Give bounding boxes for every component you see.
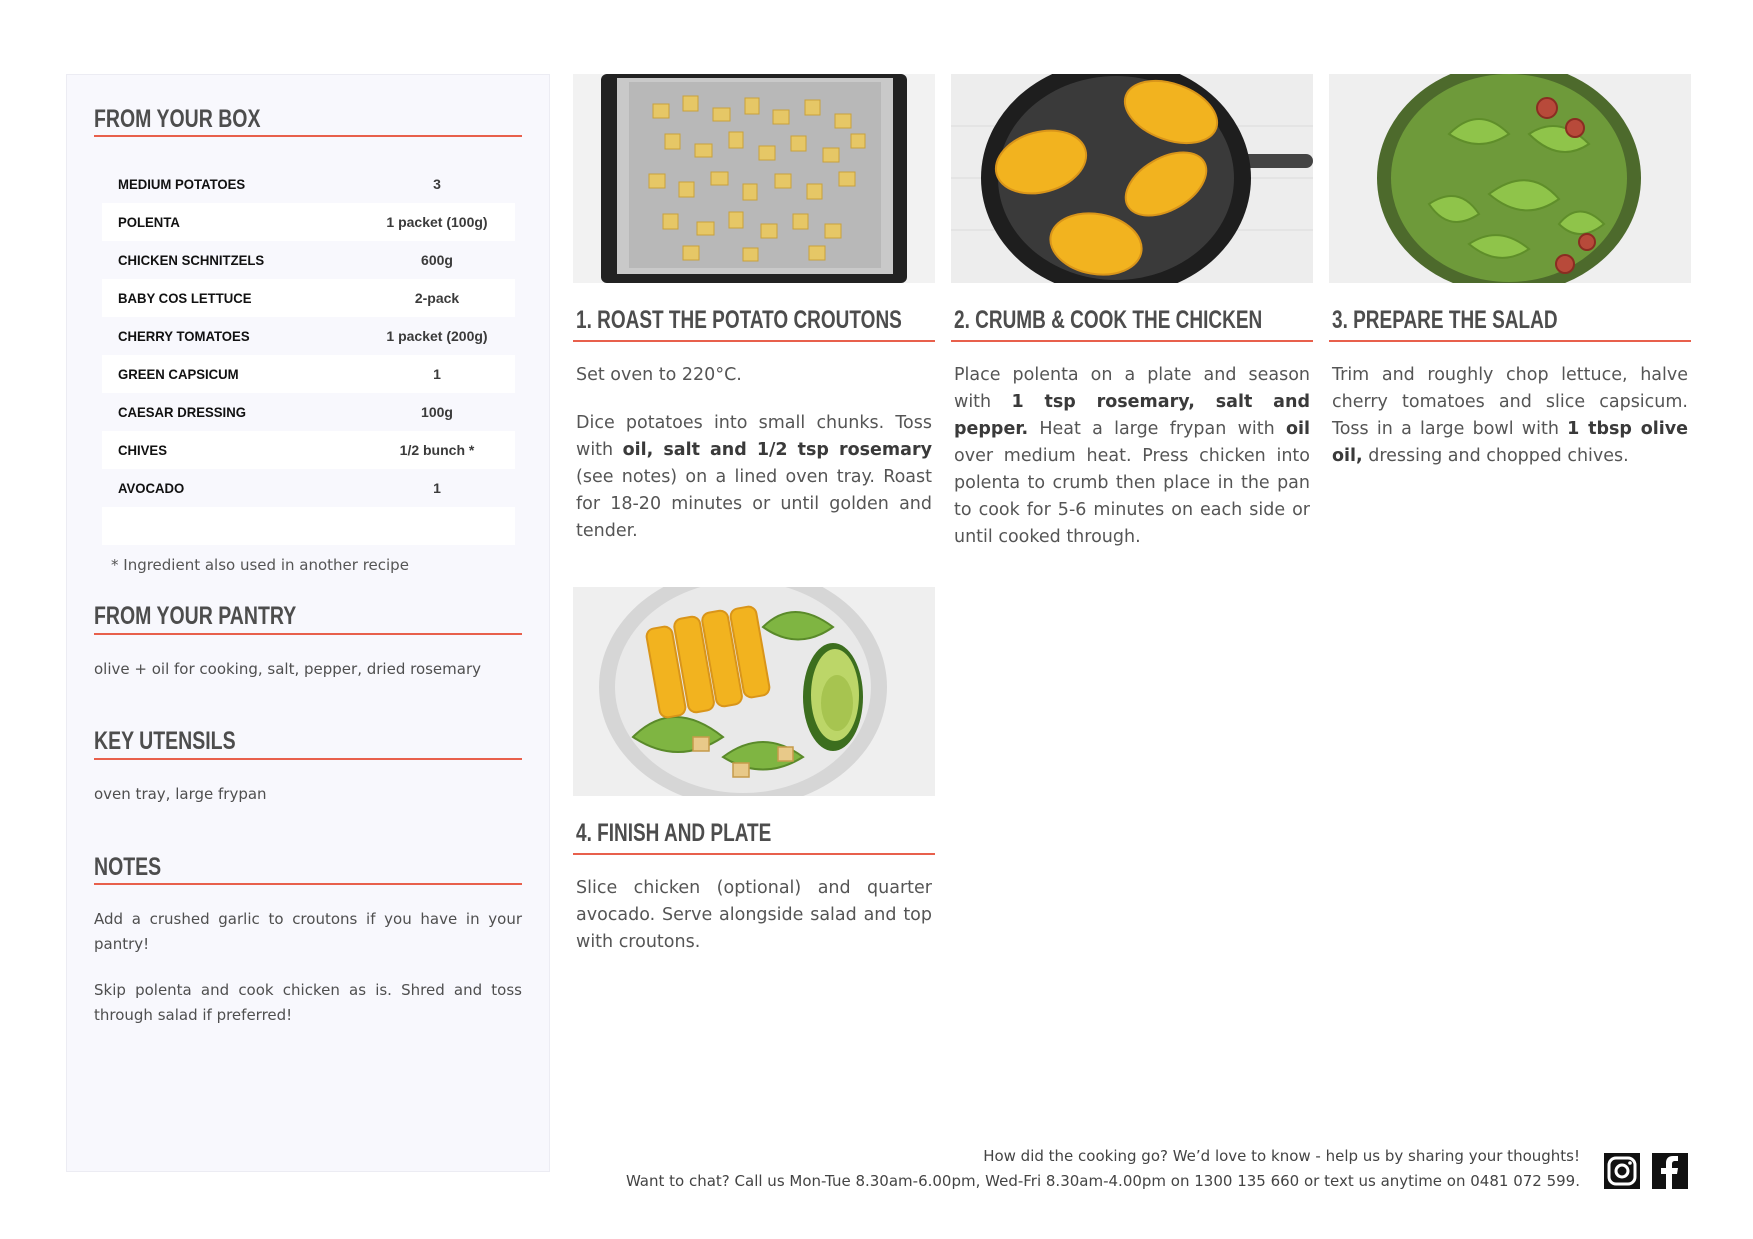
ingredient-qty: 1/2 bunch * xyxy=(399,442,475,458)
ingredient-name: BABY COS LETTUCE xyxy=(117,290,252,306)
step-2 xyxy=(951,74,1313,554)
step-4-paragraph: Slice chicken (optional) and quarter avocado. Serve alongside salad and top with croutons. xyxy=(576,878,932,952)
ingredient-qty: 1 xyxy=(433,366,441,382)
ingredient-name: GREEN CAPSICUM xyxy=(117,366,239,382)
ingredient-footnote: * Ingredient also used in another recipe xyxy=(111,556,409,574)
note-paragraph: Skip polenta and cook chicken as is. Shred and toss through salad if preferred! xyxy=(94,981,522,1024)
step-2-paragraph: Place polenta on a plate and season with 1 tsp rosemary, salt and pepper. Heat a large frypan with oil over medium heat. Press chicken into polenta to crumb then place in the pan to cook for 5-6 minutes on each side or until cooked through. xyxy=(954,365,1310,547)
step-1-paragraph: Dice potatoes into small chunks. Toss with oil, salt and 1/2 tsp rosemary (see notes) on a lined oven tray. Roast for 18-20 minutes or until golden and tender. xyxy=(576,413,932,541)
ingredient-row xyxy=(102,317,515,355)
ingredient-name: AVOCADO xyxy=(117,480,185,496)
from-your-box-heading: FROM YOUR BOX xyxy=(94,105,261,133)
step-2-instructions xyxy=(954,362,1310,572)
potato-croutons-photo xyxy=(573,74,935,283)
step-divider xyxy=(573,853,935,855)
ingredient-name: CAESAR DRESSING xyxy=(117,404,246,420)
note-paragraph: Add a crushed garlic to croutons if you have in your pantry! xyxy=(94,910,522,953)
step-1-instructions xyxy=(576,362,932,566)
chicken-frypan-photo xyxy=(951,74,1313,283)
utensils-heading: KEY UTENSILS xyxy=(94,727,236,755)
finished-plate-photo xyxy=(573,587,935,796)
ingredient-name: POLENTA xyxy=(117,214,180,230)
ingredient-qty: 2-pack xyxy=(414,290,460,306)
step-1 xyxy=(573,74,935,554)
salad-bowl-photo xyxy=(1329,74,1691,283)
step-2-title: 2. CRUMB & COOK THE CHICKEN xyxy=(954,306,1263,334)
ingredient-qty: 1 packet (200g) xyxy=(386,328,488,344)
ingredient-qty: 1 xyxy=(433,480,441,496)
step-divider xyxy=(951,340,1313,342)
step-4 xyxy=(573,587,935,987)
ingredient-qty: 3 xyxy=(433,176,441,192)
utensils-text: oven tray, large frypan xyxy=(94,785,267,803)
step-4-title: 4. FINISH AND PLATE xyxy=(576,819,772,847)
step-1-paragraph: Set oven to 220°C. xyxy=(576,365,742,385)
step-divider xyxy=(1329,340,1691,342)
ingredient-row xyxy=(102,203,515,241)
ingredient-row xyxy=(102,469,515,507)
pantry-heading: FROM YOUR PANTRY xyxy=(94,602,297,630)
ingredient-row xyxy=(102,431,515,469)
ingredient-row xyxy=(102,393,515,431)
step-3-paragraph: Trim and roughly chop lettuce, halve cherry tomatoes and slice capsicum. Toss in a large bowl with 1 tbsp olive oil, dressing and chopped chives. xyxy=(1332,365,1688,466)
step-3-title: 3. PREPARE THE SALAD xyxy=(1332,306,1558,334)
ingredient-row xyxy=(102,165,515,203)
section-divider xyxy=(94,633,522,635)
contact-line: Want to chat? Call us Mon-Tue 8.30am-6.00pm, Wed-Fri 8.30am-4.00pm on 1300 135 660 or text us anytime on 0481 072 599. xyxy=(625,1172,1580,1190)
ingredient-row-empty xyxy=(102,507,515,545)
footer-contact xyxy=(626,1144,1580,1194)
ingredient-name: CHICKEN SCHNITZELS xyxy=(117,252,265,268)
ingredient-qty: 600g xyxy=(421,252,453,268)
ingredient-name: MEDIUM POTATOES xyxy=(117,176,246,192)
ingredient-name: CHERRY TOMATOES xyxy=(117,328,250,344)
pantry-text: olive + oil for cooking, salt, pepper, dried rosemary xyxy=(94,660,482,678)
ingredient-name: CHIVES xyxy=(117,442,167,458)
section-divider xyxy=(94,883,522,885)
ingredient-row xyxy=(102,279,515,317)
section-divider xyxy=(94,758,522,760)
step-3-instructions xyxy=(1332,362,1688,491)
step-1-title: 1. ROAST THE POTATO CROUTONS xyxy=(576,306,902,334)
feedback-line: How did the cooking go? We’d love to know - help us by sharing your thoughts! xyxy=(983,1147,1580,1165)
ingredient-qty: 100g xyxy=(421,404,453,420)
notes-body xyxy=(94,907,522,1049)
facebook-icon[interactable] xyxy=(1652,1153,1688,1189)
step-4-instructions xyxy=(576,875,932,977)
step-3 xyxy=(1329,74,1691,554)
ingredient-row xyxy=(102,241,515,279)
section-divider xyxy=(94,135,522,137)
ingredients-sidebar xyxy=(66,74,550,1172)
instagram-icon[interactable] xyxy=(1604,1153,1640,1189)
notes-heading: NOTES xyxy=(94,853,162,881)
ingredients-table xyxy=(102,165,515,545)
ingredient-row xyxy=(102,355,515,393)
step-divider xyxy=(573,340,935,342)
ingredient-qty: 1 packet (100g) xyxy=(386,214,488,230)
